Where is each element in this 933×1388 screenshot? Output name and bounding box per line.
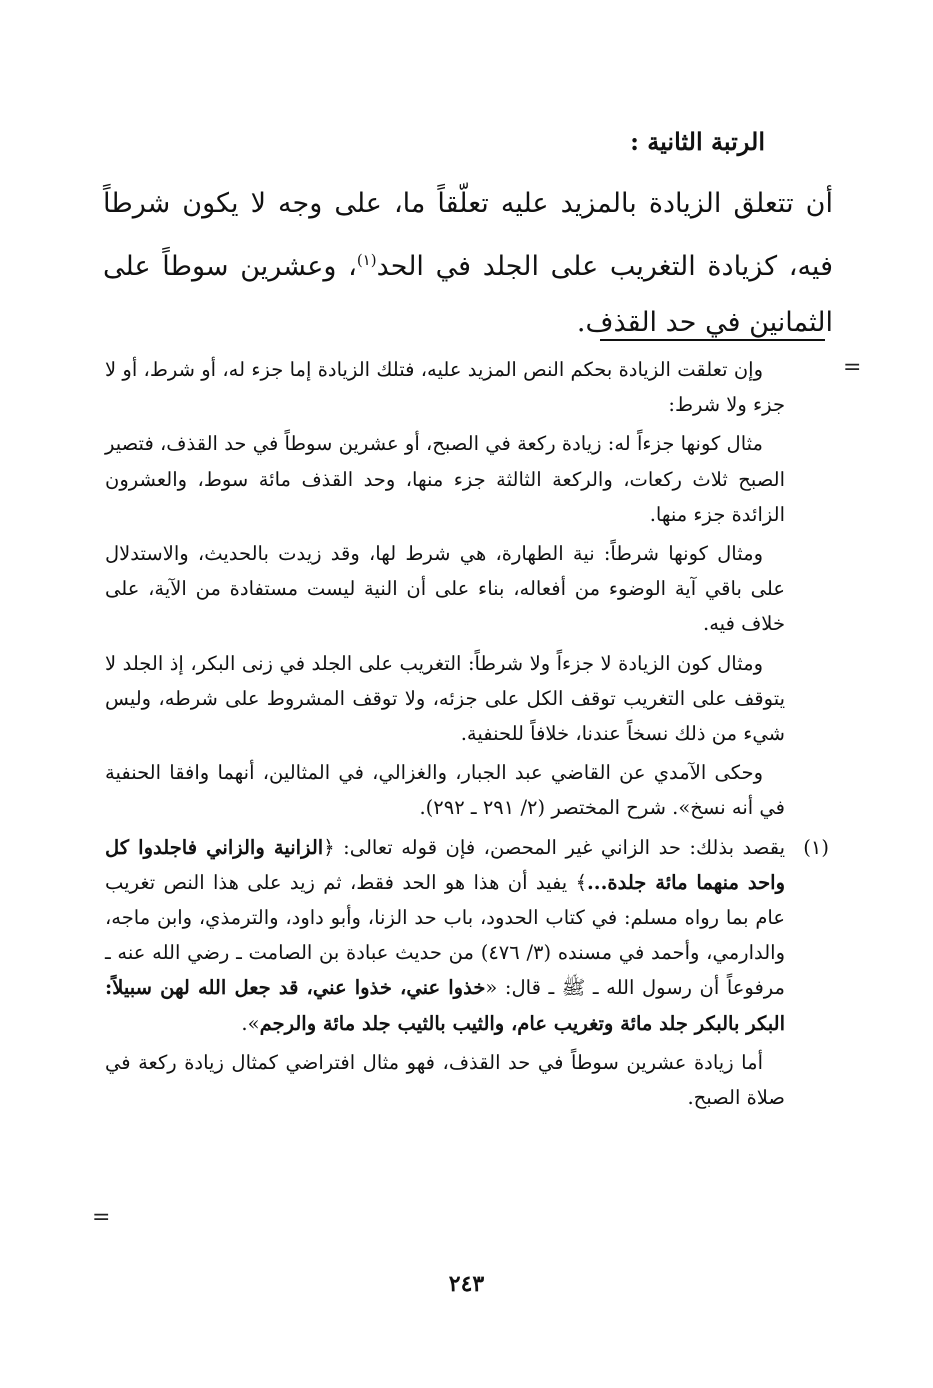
- footnote-text-part2: ﴾ يفيد أن هذا هو الحد فقط، ثم زيد على هذا النص تغريب عام بما رواه مسلم: في كتاب الحدود، باب حد الزنا، وأبو داود، والترمذي، وابن ماجه، والدارمي، وأحمد في مسنده (٣/ ٤٧٦) من حديث عبادة بن الصامت ـ رضي الله عنه ـ مرفوعاً أن رسول الله ـ ﷺ ـ قال: «: [105, 870, 785, 1000]
- continuation-mark-top: =: [843, 355, 862, 380]
- section-heading: الرتبة الثانية :: [630, 127, 765, 156]
- footnote-text-part1: يقصد بذلك: حد الزاني غير المحصن، فإن قوله تعالى: ﴿: [323, 835, 785, 859]
- footnote-reference: (١): [356, 251, 377, 269]
- footnote-separator: [600, 339, 825, 341]
- main-text-part2: ، وعشرين سوطاً على الثمانين في حد القذف.: [103, 251, 833, 338]
- main-text-part1: أن تتعلق الزيادة بالمزيد عليه تعلّقاً ما، على وجه لا يكون شرطاً فيه، كزيادة التغريب على الجلد في الحد: [103, 188, 833, 282]
- footnote-text-part3: ».: [241, 1011, 260, 1035]
- continued-note-paragraph: وحكى الآمدي عن القاضي عبد الجبار، والغزالي، في المثالين، أنهما وافقا الحنفية في أنه نسخ». شرح المختصر (٢/ ٢٩١ ـ ٢٩٢).: [105, 761, 785, 820]
- continued-note-paragraph: مثال كونها جزءاً له: زيادة ركعة في الصبح، أو عشرين سوطاً في حد القذف، فتصير الصبح ثلاث ركعات، والركعة الثالثة جزء منها، وحد القذف مائة سوط، والعشرون الزائدة جزء منها.: [105, 432, 785, 526]
- continuation-mark-bottom: =: [92, 1205, 111, 1230]
- page-number: ٢٤٣: [448, 1271, 485, 1297]
- continued-note-paragraph: وإن تعلقت الزيادة بحكم النص المزيد عليه، فتلك الزيادة إما جزء له، أو شرط، أو لا جزء ولا شرط:: [105, 358, 785, 417]
- footnote-1-second-paragraph: أما زيادة عشرين سوطاً في حد القذف، فهو مثال افتراضي كمثال زيادة ركعة في صلاة الصبح.: [105, 1050, 785, 1110]
- quran-verse: الزانية والزاني فاجلدوا كل واحد منهما مائة جلدة...: [105, 835, 785, 894]
- hadith-text: خذوا عني، خذوا عني، قد جعل الله لهن سبيلاً: البكر بالبكر جلد مائة وتغريب عام، والثيب بالثيب جلد مائة والرجم: [105, 976, 785, 1035]
- footnote-1: [105, 830, 829, 1041]
- footnotes-area: [105, 352, 829, 1119]
- main-paragraph: [103, 176, 833, 351]
- continued-note-paragraph: ومثال كونها شرطاً: نية الطهارة، هي شرط لها، وقد زيدت بالحديث، والاستدلال على باقي آية الوضوء من أفعاله، بناء على أن النية ليست مستفادة من الآية، على خلاف فيه.: [105, 542, 785, 636]
- footnote-number: (١): [803, 835, 829, 859]
- continued-note-paragraph: ومثال كون الزيادة لا جزءاً ولا شرطاً: التغريب على الجلد في زنى البكر، إذ الجلد لا يتوقف على التغريب توقف الكل على جزئه، ولا توقف المشروط على شرطه، وليس شيء من ذلك نسخاً عندنا، خلافاً للحنفية.: [105, 651, 785, 746]
